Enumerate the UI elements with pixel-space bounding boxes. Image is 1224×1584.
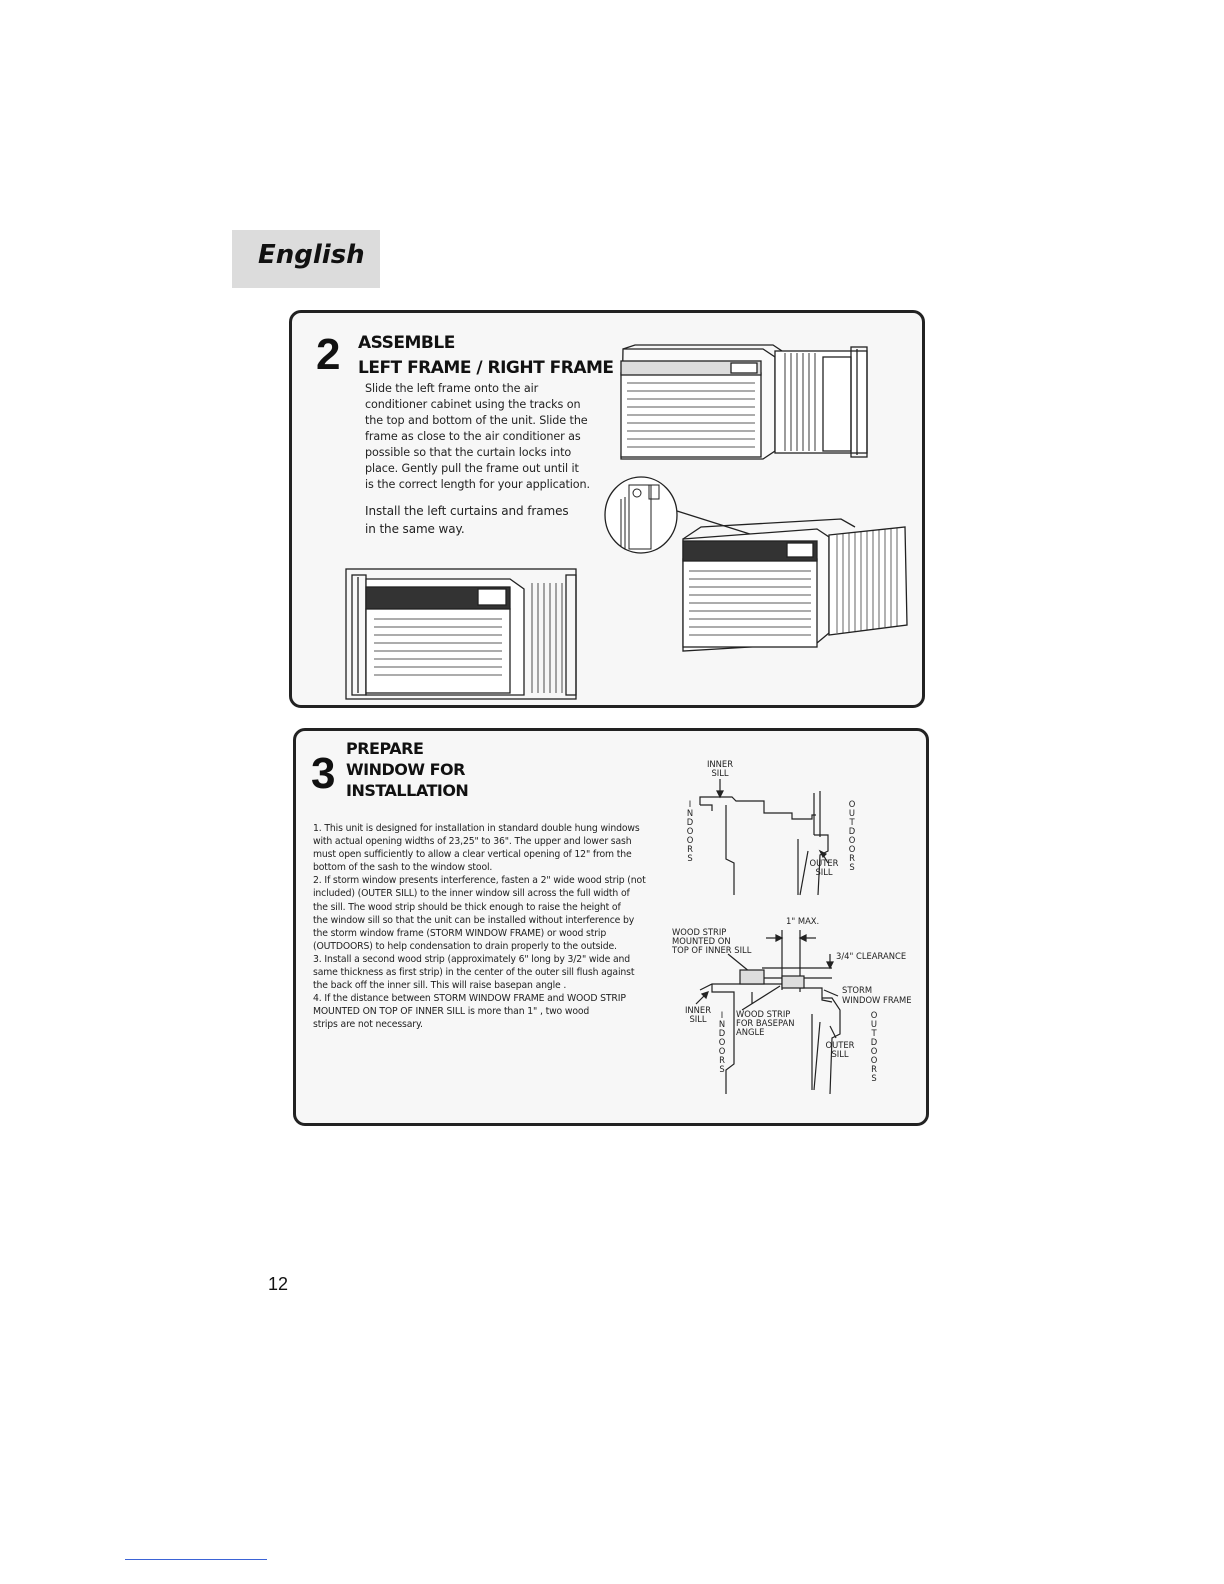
- step3-title-line: INSTALLATION: [346, 781, 469, 800]
- step3-instructions: [313, 822, 646, 1032]
- clearance-label: 3/4" CLEARANCE: [836, 951, 907, 961]
- text-line: Slide the left frame onto the air: [365, 382, 539, 395]
- indoors-vertical-label-2: INDOORS: [717, 1010, 727, 1073]
- text-line: the storm window frame (STORM WINDOW FRAME) or wood strip: [313, 927, 607, 939]
- text-line: in the same way.: [365, 522, 465, 536]
- text-line: is the correct length for your application.: [365, 478, 590, 491]
- window-sill-diagram-bottom: [672, 914, 924, 1096]
- text-line: the top and bottom of the unit. Slide the: [365, 414, 588, 427]
- outdoors-vertical-label-2: OUTDOORS: [869, 1010, 879, 1082]
- footer-rule: [125, 1559, 267, 1560]
- language-tab: [232, 230, 380, 288]
- page-number: 12: [268, 1274, 289, 1294]
- ac-frame-illustration-zoom: [603, 475, 915, 665]
- step3-title-line: WINDOW FOR: [346, 760, 465, 779]
- text-line: with actual opening widths of 23,25" to 36". The upper and lower sash: [313, 836, 632, 848]
- step2-paragraph1: [365, 381, 590, 493]
- text-line: must open sufficiently to allow a clear vertical opening of 12" from the: [313, 849, 632, 861]
- outer-sill-label: OUTER: [809, 858, 839, 868]
- text-line: frame as close to the air conditioner as: [365, 430, 581, 443]
- wood-strip-basepan-label: WOOD STRIP: [736, 1009, 791, 1019]
- text-line: bottom of the sash to the window stool.: [313, 862, 493, 874]
- step3-title-line: PREPARE: [346, 739, 424, 758]
- text-line: the sill. The wood strip should be thick enough to raise the height of: [313, 901, 621, 913]
- storm-window-frame-label: STORM: [842, 985, 873, 995]
- step2-title-line: ASSEMBLE: [358, 333, 455, 353]
- inner-sill-label: INNER: [706, 759, 734, 769]
- wood-strip-mounted-label: MOUNTED ON: [672, 936, 731, 946]
- text-line: the window sill so that the unit can be installed without interference by: [313, 914, 635, 926]
- wood-strip-basepan-label: ANGLE: [736, 1027, 765, 1037]
- text-line: included) (OUTER SILL) to the inner window sill across the full width of: [313, 888, 630, 900]
- text-line: 1. This unit is designed for installation in standard double hung windows: [313, 823, 640, 834]
- text-line: Install the left curtains and frames: [365, 504, 569, 518]
- text-line: conditioner cabinet using the tracks on: [365, 398, 581, 411]
- wood-strip-mounted-label: WOOD STRIP: [672, 927, 727, 937]
- inner-sill-label-2: INNER: [684, 1005, 712, 1015]
- text-line: same thickness as first strip) in the center of the outer sill flush against: [313, 967, 635, 979]
- text-line: strips are not necessary.: [313, 1019, 423, 1031]
- outdoors-vertical-label: OUTDOORS: [847, 799, 857, 871]
- ac-frame-illustration-top: [613, 343, 875, 463]
- text-line: 4. If the distance between STORM WINDOW FRAME and WOOD STRIP: [313, 993, 626, 1005]
- outer-sill-label-2: SILL: [831, 1049, 849, 1059]
- text-line: 3. Install a second wood strip (approximately 6" long by 3/2" wide and: [313, 953, 630, 965]
- step3-number: 3: [311, 749, 336, 798]
- wood-strip-mounted-label: TOP OF INNER SILL: [672, 945, 752, 955]
- text-line: place. Gently pull the frame out until it: [365, 462, 579, 475]
- inner-sill-label: SILL: [711, 768, 729, 778]
- outer-sill-label: SILL: [815, 867, 833, 877]
- text-line: (OUTDOORS) to help condensation to drain properly to the outside.: [313, 940, 617, 952]
- ac-both-frames-illustration: [342, 565, 582, 701]
- step2-number: 2: [316, 330, 341, 379]
- step3-title: [346, 738, 468, 801]
- step2-paragraph2: [365, 502, 569, 538]
- outer-sill-label-2: OUTER: [825, 1040, 855, 1050]
- text-line: MOUNTED ON TOP OF INNER SILL is more than 1" , two wood: [313, 1006, 590, 1018]
- text-line: 2. If storm window presents interference, fasten a 2" wide wood strip (not: [313, 875, 646, 887]
- step2-title-line: LEFT FRAME / RIGHT FRAME: [358, 358, 614, 378]
- indoors-vertical-label: INDOORS: [685, 799, 695, 862]
- inner-sill-label-2: SILL: [689, 1014, 707, 1024]
- step2-title: [358, 333, 614, 379]
- language-label: English: [258, 240, 365, 270]
- window-sill-diagram-top: [680, 755, 880, 900]
- storm-window-frame-label: WINDOW FRAME: [842, 995, 912, 1005]
- text-line: the back off the inner sill. This will raise basepan angle .: [313, 980, 567, 992]
- wood-strip-basepan-label: FOR BASEPAN: [736, 1018, 795, 1028]
- text-line: possible so that the curtain locks into: [365, 446, 572, 459]
- one-inch-max-label: 1" MAX.: [786, 916, 820, 926]
